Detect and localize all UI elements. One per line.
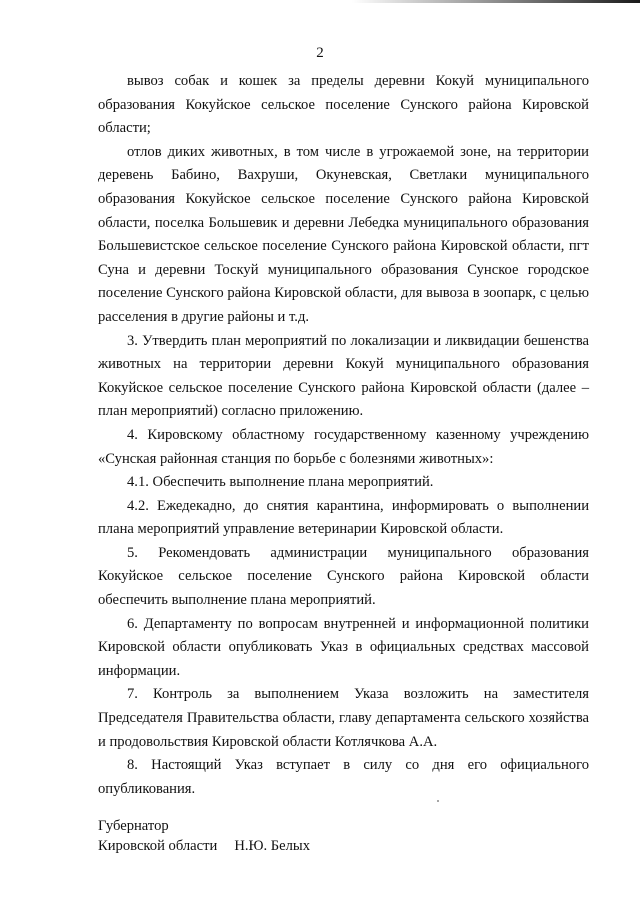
signature-title: Губернатор xyxy=(98,818,169,834)
signature-name: Н.Ю. Белых xyxy=(234,838,311,854)
scan-speck xyxy=(437,800,439,802)
paragraph-wild-animals-capture: отлов диких животных, в том числе в угрожаемой зоне, на территории деревень Бабино, Вахруши, Окуневская, Светлаки муниципального образования Кокуйское сельское поселение Сунского района Кировской области, поселка Большевик и деревни Лебедка муниципального образования Большевистское сельское поселение Сунского района Кировской области, пгт Суна и деревни Тоскуй муниципального образования Сунское городское поселение Сунского района Кировской области, для вывоза в зоопарк, с целью расселения в другие районы и т.д. xyxy=(98,143,589,325)
paragraph-dogs-cats-removal: вывоз собак и кошек за пределы деревни Кокуй муниципального образования Кокуйское сельское поселение Сунского района Кировской области; xyxy=(98,73,589,137)
paragraph-item-6: 6. Департаменту по вопросам внутренней и информационной политики Кировской области опубликовать Указ в официальных средствах массовой информации. xyxy=(98,615,589,679)
page-number: 2 xyxy=(316,45,324,61)
signature-block xyxy=(98,816,310,856)
signature-region: Кировской области xyxy=(98,838,218,854)
paragraph-item-5: 5. Рекомендовать администрации муниципального образования Кокуйское сельское поселение Сунского района Кировской области обеспечить выполнение плана мероприятий. xyxy=(98,544,589,609)
signature-row xyxy=(98,836,310,856)
document-body xyxy=(98,70,589,801)
paragraph-item-3: 3. Утвердить план мероприятий по локализации и ликвидации бешенства животных на территории деревни Кокуй муниципального образования Кокуйское сельское поселение Сунского района Кировской области (далее – план мероприятий) согласно приложению. xyxy=(98,332,589,420)
paragraph-item-4-1: 4.1. Обеспечить выполнение плана мероприятий. xyxy=(127,474,434,491)
paragraph-item-8: 8. Настоящий Указ вступает в силу со дня его официального опубликования. xyxy=(98,757,589,797)
paragraph-item-4: 4. Кировскому областному государственному казенному учреждению «Сунская районная станция по борьбе с болезнями животных»: xyxy=(98,426,589,467)
paragraph-item-7: 7. Контроль за выполнением Указа возложить на заместителя Председателя Правительства области, главу департамента сельского хозяйства и продовольствия Кировской области Котлячкова А.А. xyxy=(98,686,589,750)
paragraph-item-4-2: 4.2. Ежедекадно, до снятия карантина, информировать о выполнении плана мероприятий управление ветеринарии Кировской области. xyxy=(98,497,589,538)
scan-edge-shadow xyxy=(0,0,640,3)
